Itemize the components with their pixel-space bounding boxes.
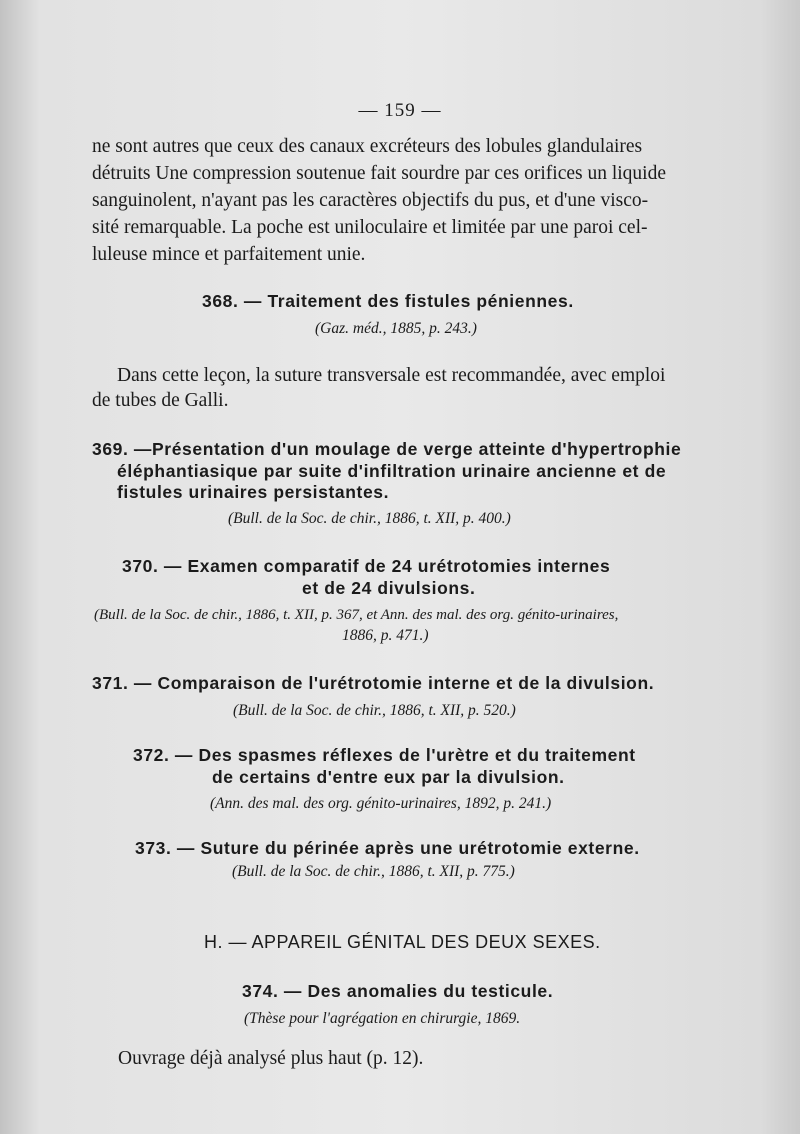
entry-372-reference: (Ann. des mal. des org. génito-urinaires, 1892, p. 241.) — [210, 795, 552, 812]
entry-370-title-line: 370. — Examen comparatif de 24 urétrotomies internes — [122, 556, 611, 576]
paragraph-line: sité remarquable. La poche est uniloculaire et limitée par une paroi cel- — [92, 217, 648, 238]
paragraph-line: luleuse mince et parfaitement unie. — [92, 244, 366, 265]
paragraph-line: ne sont autres que ceux des canaux excréteurs des lobules glandulaires — [92, 136, 643, 157]
closing-text: Ouvrage déjà analysé plus haut (p. 12). — [118, 1048, 424, 1069]
entry-371-title: 371. — Comparaison de l'urétrotomie interne et de la divulsion. — [92, 673, 655, 693]
entry-369-title-line: éléphantiasique par suite d'infiltration urinaire ancienne et de — [117, 461, 667, 481]
paragraph-line: détruits Une compression soutenue fait sourdre par ces orifices un liquide — [92, 163, 667, 184]
entry-374-title: 374. — Des anomalies du testicule. — [242, 981, 554, 1001]
entry-370-reference-line: (Bull. de la Soc. de chir., 1886, t. XII, p. 367, et Ann. des mal. des org. génito-urinaires, — [94, 607, 619, 623]
entry-369-title-line: fistules urinaires persistantes. — [117, 482, 390, 502]
paragraph-line: sanguinolent, n'ayant pas les caractères objectifs du pus, et d'une visco- — [92, 190, 649, 211]
entry-369-title-line: 369. —Présentation d'un moulage de verge atteinte d'hypertrophie — [92, 439, 682, 459]
page-number: — 159 — — [358, 100, 442, 121]
entry-370-reference-line: 1886, p. 471.) — [342, 627, 429, 644]
entry-372-title-line: 372. — Des spasmes réflexes de l'urètre et du traitement — [133, 745, 636, 765]
entry-368-reference: (Gaz. méd., 1885, p. 243.) — [315, 320, 477, 337]
entry-372-title-line: de certains d'entre eux par la divulsion. — [212, 767, 565, 787]
section-heading: H. — APPAREIL GÉNITAL DES DEUX SEXES. — [204, 932, 601, 952]
entry-374-reference: (Thèse pour l'agrégation en chirurgie, 1869. — [244, 1010, 521, 1027]
entry-368-text-line: Dans cette leçon, la suture transversale est recommandée, avec emploi — [117, 365, 666, 386]
entry-371-reference: (Bull. de la Soc. de chir., 1886, t. XII, p. 520.) — [233, 702, 516, 719]
entry-369-reference: (Bull. de la Soc. de chir., 1886, t. XII, p. 400.) — [228, 510, 511, 527]
entry-368-title: 368. — Traitement des fistules péniennes. — [202, 291, 574, 311]
intro-paragraph — [92, 133, 666, 268]
entry-373-title: 373. — Suture du périnée après une urétrotomie externe. — [135, 838, 640, 858]
entry-370-title-line: et de 24 divulsions. — [302, 578, 476, 598]
entry-368-text-line: de tubes de Galli. — [92, 390, 229, 411]
entry-373-reference: (Bull. de la Soc. de chir., 1886, t. XII, p. 775.) — [232, 863, 515, 880]
